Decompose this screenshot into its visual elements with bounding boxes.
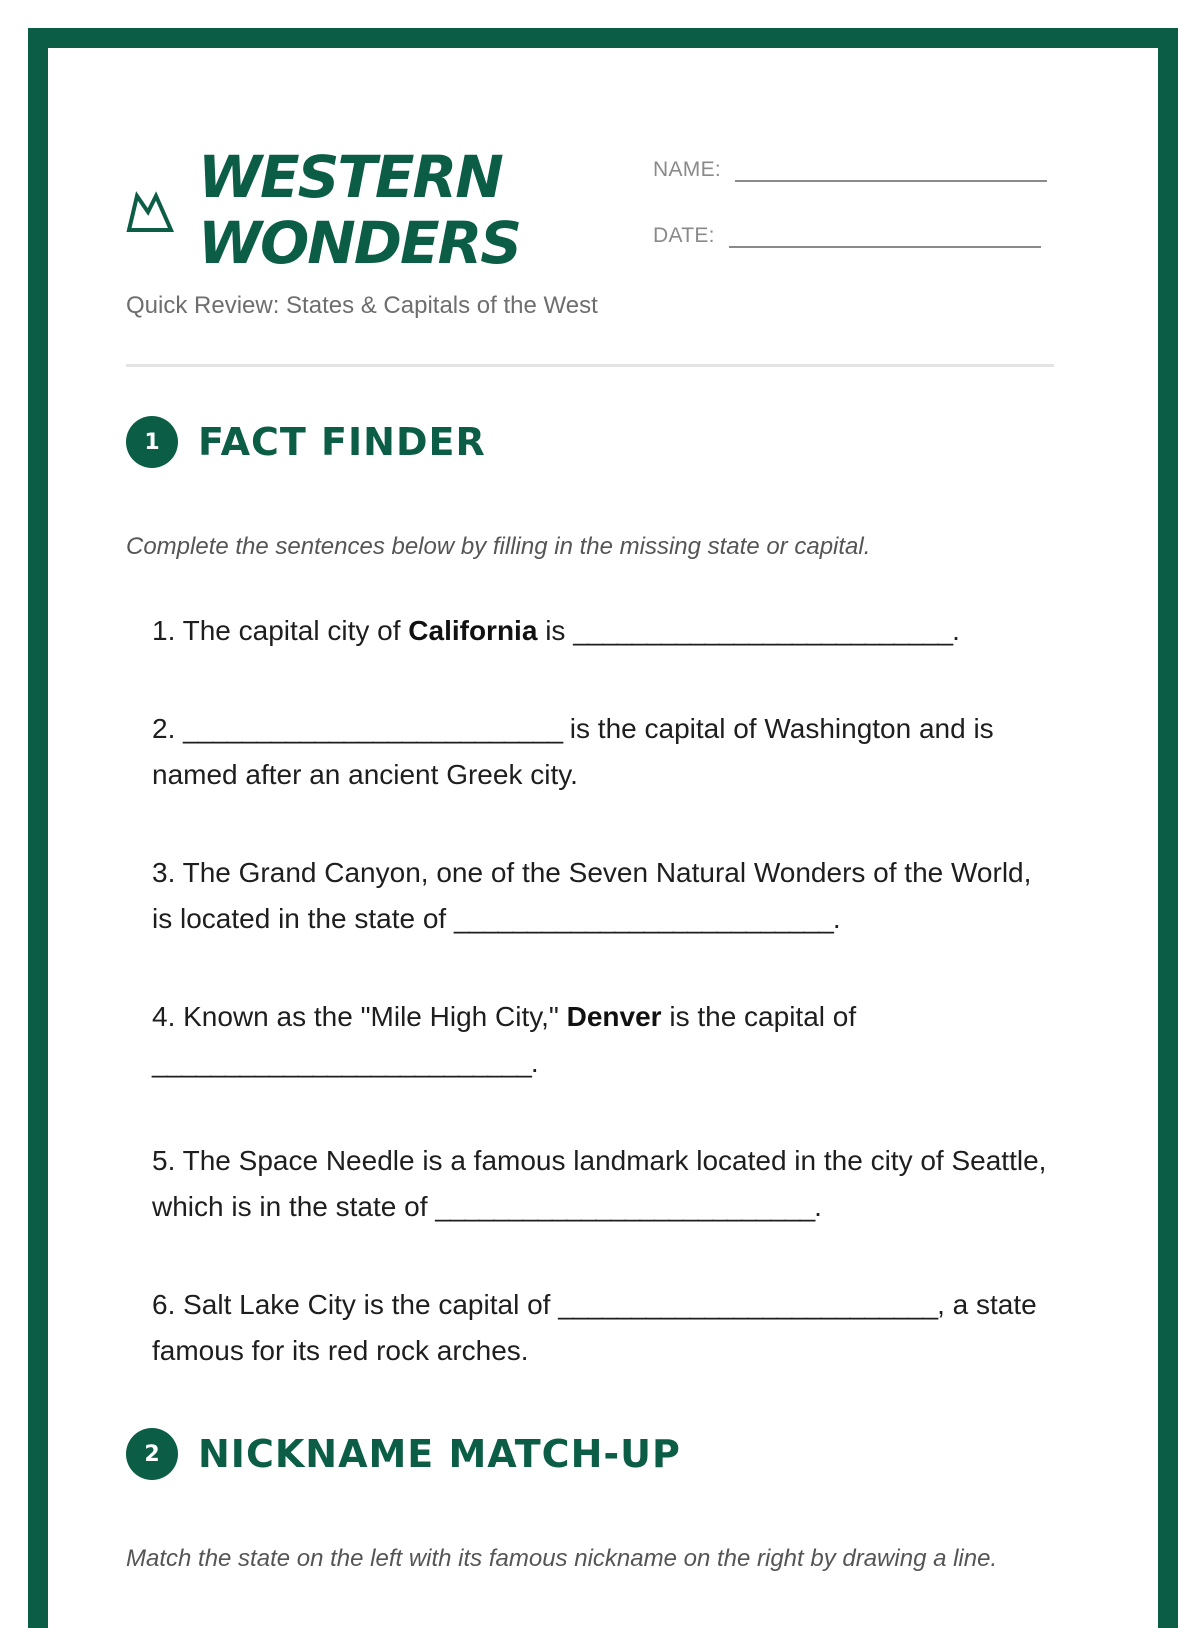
name-label: NAME:: [653, 158, 722, 181]
date-input-line[interactable]: [729, 218, 1041, 248]
answer-blank[interactable]: __________________________: [152, 1047, 531, 1078]
question-text: .: [530, 1047, 539, 1078]
question-text: .: [952, 615, 960, 646]
section-number-badge: 1: [126, 416, 178, 468]
answer-blank[interactable]: __________________________: [453, 903, 833, 934]
worksheet-title: [198, 144, 618, 276]
answer-blank[interactable]: __________________________: [558, 1289, 938, 1320]
section-title: NICKNAME MATCH-UP: [198, 1432, 681, 1476]
name-input-line[interactable]: [735, 152, 1047, 182]
name-field: [653, 152, 1047, 182]
question-item: [152, 994, 1052, 1086]
question-keyword: Denver: [566, 1001, 662, 1032]
question-text: 6. Salt Lake City is the capital of: [152, 1289, 559, 1320]
title-line-1: WESTERN: [198, 143, 502, 211]
question-text: is: [537, 615, 574, 646]
question-text: 2.: [152, 713, 184, 744]
answer-blank[interactable]: __________________________: [435, 1191, 815, 1222]
question-text: .: [832, 903, 841, 934]
question-text: 3. The Grand Canyon, one of the Seven Natural Wonders of the World, is located in the state of: [152, 857, 1032, 934]
section-title: FACT FINDER: [198, 420, 486, 464]
question-text: 5. The Space Needle is a famous landmark located in the city of Seattle, which is in the state of: [152, 1145, 1047, 1222]
worksheet-subtitle: Quick Review: States & Capitals of the West: [126, 292, 598, 319]
date-label: DATE:: [653, 224, 715, 247]
question-text: is the capital of Washington and is named after an ancient Greek city.: [152, 713, 994, 790]
title-line-2: WONDERS: [198, 209, 521, 277]
question-list: [152, 608, 1052, 1426]
header-divider: [126, 364, 1054, 367]
section-number-badge: 2: [126, 1428, 178, 1480]
section-instructions: Complete the sentences below by filling in the missing state or capital.: [126, 533, 871, 560]
question-text: 4. Known as the "Mile High City,": [152, 1001, 567, 1032]
answer-blank[interactable]: __________________________: [183, 713, 563, 744]
answer-blank[interactable]: __________________________: [573, 615, 953, 646]
question-item: [152, 1282, 1052, 1374]
question-item: [152, 1138, 1052, 1230]
question-keyword: California: [408, 615, 538, 646]
section-header-nickname-match: [126, 1428, 681, 1480]
date-field: [653, 218, 1041, 248]
question-text: .: [814, 1191, 822, 1222]
question-item: [152, 706, 1052, 798]
section-header-fact-finder: [126, 416, 486, 468]
section-instructions: Match the state on the left with its famous nickname on the right by drawing a line.: [126, 1545, 998, 1572]
question-item: [152, 850, 1052, 942]
question-text: is the capital of: [661, 1001, 857, 1032]
question-text: , a state famous for its red rock arches.: [152, 1289, 1037, 1366]
question-item: [152, 608, 1052, 654]
mountain-icon: [126, 190, 174, 234]
question-text: 1. The capital city of: [152, 615, 409, 646]
worksheet-frame: [28, 28, 1178, 1628]
